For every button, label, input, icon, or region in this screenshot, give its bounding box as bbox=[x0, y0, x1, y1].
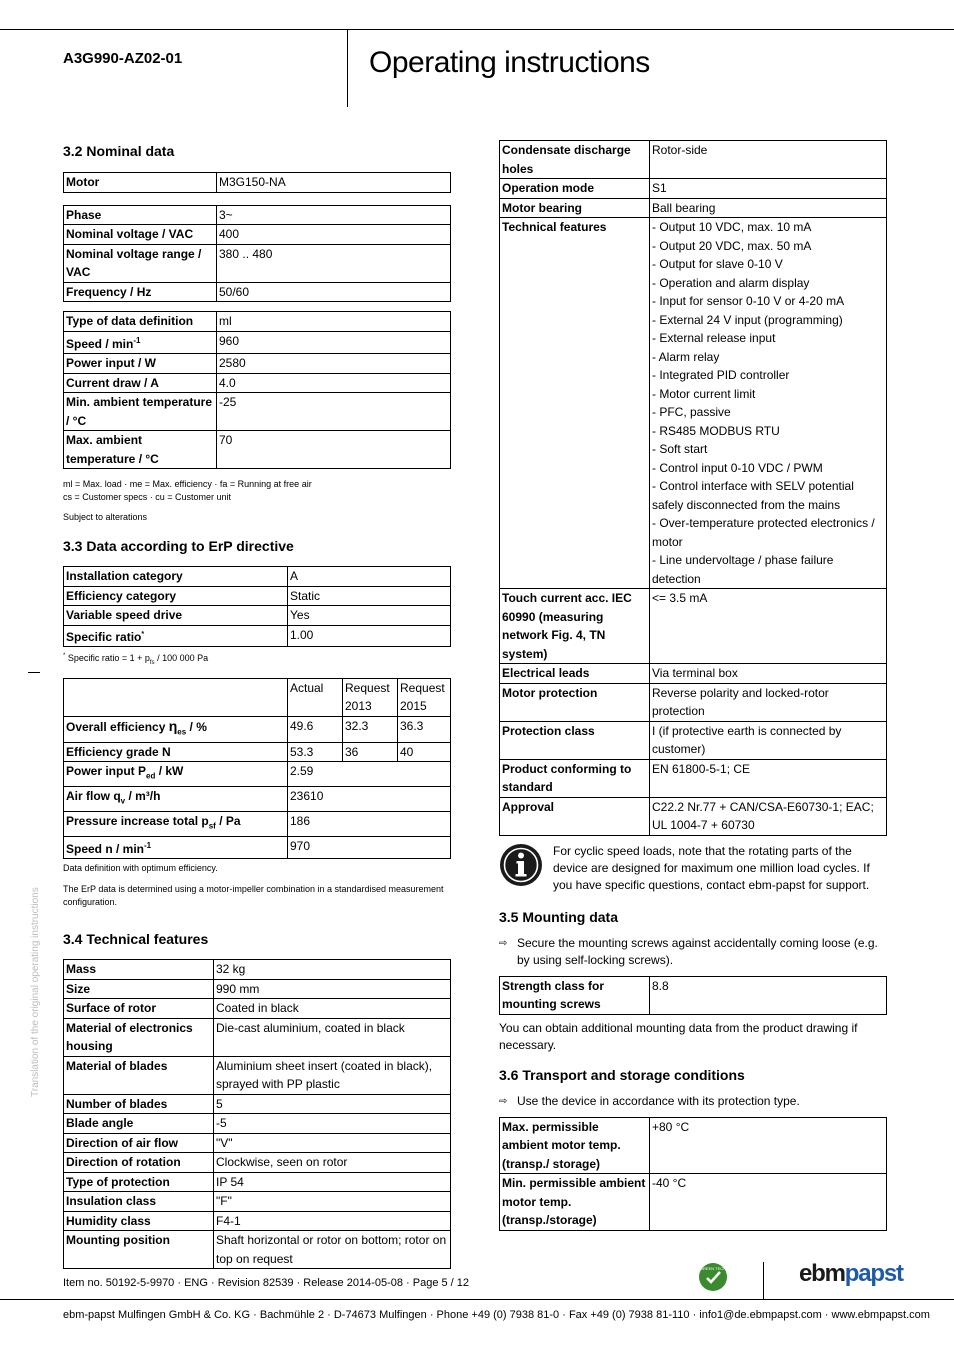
technical-table bbox=[63, 959, 451, 1269]
subject-note: Subject to alterations bbox=[63, 512, 148, 522]
table-row bbox=[500, 1174, 887, 1231]
list-item: - RS485 MODBUS RTU bbox=[652, 423, 780, 438]
row-label: Max. permissible ambient motor temp. (transp./ storage) bbox=[500, 1117, 650, 1174]
row-value: 1.00 bbox=[288, 625, 451, 647]
row-label: Operation mode bbox=[500, 179, 650, 199]
table-row bbox=[64, 312, 451, 332]
table-row bbox=[500, 759, 887, 797]
row-value: M3G150-NA bbox=[217, 173, 451, 193]
col-request-2013: Request 2013 bbox=[343, 678, 398, 716]
row-value: -40 °C bbox=[650, 1174, 887, 1231]
row-label: Current draw / A bbox=[64, 373, 217, 393]
section-heading-3-5: 3.5 Mounting data bbox=[499, 908, 618, 925]
table-row bbox=[64, 354, 451, 374]
table-row bbox=[500, 179, 887, 199]
legend-line-1: ml = Max. load · me = Max. efficiency · fa = Running at free air bbox=[63, 479, 312, 489]
row-label: Approval bbox=[500, 797, 650, 835]
table-row bbox=[64, 1192, 451, 1212]
row-label: Type of protection bbox=[64, 1172, 214, 1192]
row-label: Surface of rotor bbox=[64, 999, 214, 1019]
footer-address: ebm-papst Mulfingen GmbH & Co. KG · Bachmühle 2 · D-74673 Mulfingen · Phone +49 (0) 7938 81-0 · Fax +49 (0) 7938 81-110 · info1@de.ebmpapst.com · www.ebmpapst.com bbox=[63, 1309, 930, 1321]
table-row bbox=[500, 1117, 887, 1174]
erp-note-1: Data definition with optimum efficiency. bbox=[63, 863, 218, 874]
row-label: Specific ratio* bbox=[64, 625, 288, 647]
transport-bullet: ⇨ Use the device in accordance with its protection type. bbox=[499, 1093, 800, 1108]
table-row bbox=[64, 1133, 451, 1153]
row-label: Variable speed drive bbox=[64, 606, 288, 626]
row-label: Motor bbox=[64, 173, 217, 193]
list-item: - Input for sensor 0-10 V or 4-20 mA bbox=[652, 294, 845, 308]
info-box bbox=[499, 843, 887, 894]
row-label: Protection class bbox=[500, 721, 650, 759]
green-tech-label: GREEN TECH bbox=[699, 1266, 727, 1271]
row-label: Power input / W bbox=[64, 354, 217, 374]
specific-ratio-footnote: * Specific ratio = $1 + p_{fs} / 100$ 000 Pa bbox=[63, 653, 209, 666]
table-row bbox=[500, 198, 887, 218]
motor-table bbox=[63, 172, 451, 193]
row-value: Shaft horizontal or rotor on bottom; rotor on top on request bbox=[214, 1231, 451, 1269]
row-value: 2580 bbox=[217, 354, 451, 374]
table-row bbox=[64, 1094, 451, 1114]
row-label: Frequency / Hz bbox=[64, 282, 217, 302]
transport-table bbox=[499, 1117, 887, 1231]
row-value: -25 bbox=[217, 393, 451, 431]
row-label: Nominal voltage / VAC bbox=[64, 225, 217, 245]
list-item: - External 24 V input (programming) bbox=[652, 312, 843, 327]
row-value: 5 bbox=[214, 1094, 451, 1114]
row-value: Coated in black bbox=[214, 999, 451, 1019]
row-label: Motor protection bbox=[500, 683, 650, 721]
table-row: Overall efficiency $\eta_{es}$ / % 49.6 32.3 36.3 bbox=[64, 716, 451, 742]
table-row bbox=[64, 1231, 451, 1269]
table-row bbox=[64, 373, 451, 393]
list-item: - Integrated PID controller bbox=[652, 368, 790, 382]
features-table bbox=[499, 140, 887, 836]
model-number: A3G990-AZ02-01 bbox=[63, 50, 183, 67]
mounting-bullet: ⇨ Secure the mounting screws against accidentally coming loose (e.g. by using self-locking screws). bbox=[499, 935, 878, 967]
row-value: 3~ bbox=[217, 205, 451, 225]
table-row bbox=[64, 567, 451, 587]
table-row bbox=[64, 282, 451, 302]
table-row bbox=[64, 999, 451, 1019]
row-value: "F" bbox=[214, 1192, 451, 1212]
legend-line-2: cs = Customer specs · cu = Customer unit bbox=[63, 492, 232, 502]
table-row bbox=[500, 141, 887, 179]
info-text: For cyclic speed loads, note that the rotating parts of the device are designed for maximum one million load cycles. If you have specific questions, contact ebm-papst for support. bbox=[553, 843, 870, 892]
row-value: EN 61800-5-1; CE bbox=[650, 759, 887, 797]
left-column bbox=[63, 143, 451, 1269]
table-row bbox=[500, 721, 887, 759]
footer-rule bbox=[0, 1299, 954, 1300]
arrow-icon: ⇨ bbox=[499, 1095, 508, 1107]
row-value: C22.2 Nr.77 + CAN/CSA-E60730-1; EAC; UL 1004-7 + 60730 bbox=[650, 797, 887, 835]
row-label: Humidity class bbox=[64, 1211, 214, 1231]
table-row bbox=[500, 589, 887, 664]
list-item: - Line undervoltage / phase failure detection bbox=[652, 553, 834, 586]
row-label: Condensate discharge holes bbox=[500, 141, 650, 179]
table-row bbox=[64, 173, 451, 193]
row-label: Insulation class bbox=[64, 1192, 214, 1212]
table-row bbox=[64, 244, 451, 282]
mounting-text: You can obtain additional mounting data from the product drawing if necessary. bbox=[499, 1020, 858, 1052]
table-row: Speed n / $\min^{-1}$ 970 bbox=[64, 836, 451, 859]
row-label: Max. ambient temperature / °C bbox=[64, 431, 217, 469]
table-row bbox=[500, 218, 887, 589]
row-label: Overall efficiency $\eta_{es}$ / % bbox=[64, 716, 288, 742]
list-item: - Output for slave 0-10 V bbox=[652, 257, 783, 271]
row-label: Direction of rotation bbox=[64, 1153, 214, 1173]
row-value: 990 mm bbox=[214, 979, 451, 999]
list-item: - Control interface with SELV potential safely disconnected from the mains bbox=[652, 479, 854, 512]
table-row bbox=[64, 1018, 451, 1056]
row-value: +80 °C bbox=[650, 1117, 887, 1174]
table-row bbox=[64, 1056, 451, 1094]
header-rule bbox=[0, 29, 954, 30]
row-value: 8.8 bbox=[650, 976, 887, 1014]
table-row: Air flow $q_v / m^3/h$ 23610 bbox=[64, 787, 451, 812]
section-heading-3-6: 3.6 Transport and storage conditions bbox=[499, 1066, 745, 1083]
list-item: - Over-temperature protected electronics / motor bbox=[652, 516, 875, 549]
row-value: 70 bbox=[217, 431, 451, 469]
table-row bbox=[500, 664, 887, 684]
row-value: Ball bearing bbox=[650, 198, 887, 218]
electrical-table bbox=[63, 205, 451, 303]
row-label: Efficiency category bbox=[64, 586, 288, 606]
mounting-table bbox=[499, 976, 887, 1015]
row-value: A bbox=[288, 567, 451, 587]
col-request-2015: Request 2015 bbox=[398, 678, 451, 716]
row-value bbox=[650, 218, 887, 589]
list-item: - Output 10 VDC, max. 10 mA bbox=[652, 220, 812, 234]
table-row: Power input $P_{ed}$ / kW 2.59 bbox=[64, 762, 451, 787]
row-label: Size bbox=[64, 979, 214, 999]
row-value: Via terminal box bbox=[650, 664, 887, 684]
table-row bbox=[500, 797, 887, 835]
document-title: Operating instructions bbox=[369, 46, 650, 79]
section-heading-3-3: 3.3 Data according to ErP directive bbox=[63, 538, 294, 554]
row-value: 50/60 bbox=[217, 282, 451, 302]
row-label: Min. ambient temperature / °C bbox=[64, 393, 217, 431]
row-label: Electrical leads bbox=[500, 664, 650, 684]
info-icon bbox=[499, 843, 543, 887]
row-value: S1 bbox=[650, 179, 887, 199]
row-value: Aluminium sheet insert (coated in black), sprayed with PP plastic bbox=[214, 1056, 451, 1094]
table-row bbox=[64, 225, 451, 245]
col-actual: Actual bbox=[288, 678, 343, 716]
row-value: Yes bbox=[288, 606, 451, 626]
table-row bbox=[64, 606, 451, 626]
erp-table bbox=[63, 566, 451, 647]
row-label: Number of blades bbox=[64, 1094, 214, 1114]
table-row bbox=[64, 1211, 451, 1231]
table-row bbox=[64, 1172, 451, 1192]
table-row: Efficiency grade N 53.3 36 40 bbox=[64, 742, 451, 762]
row-label: Phase bbox=[64, 205, 217, 225]
table-row bbox=[64, 1153, 451, 1173]
row-value: Die-cast aluminium, coated in black bbox=[214, 1018, 451, 1056]
logo-divider bbox=[763, 1262, 764, 1300]
row-label: Strength class for mounting screws bbox=[500, 976, 650, 1014]
arrow-icon: ⇨ bbox=[499, 937, 508, 949]
row-value: Reverse polarity and locked-rotor protection bbox=[650, 683, 887, 721]
row-label: Blade angle bbox=[64, 1114, 214, 1134]
row-value: "V" bbox=[214, 1133, 451, 1153]
right-column bbox=[499, 140, 887, 1231]
row-value: 4.0 bbox=[217, 373, 451, 393]
row-label: Mass bbox=[64, 960, 214, 980]
list-item: - External release input bbox=[652, 331, 776, 345]
row-label: Direction of air flow bbox=[64, 1133, 214, 1153]
row-value: 32 kg bbox=[214, 960, 451, 980]
row-label: Speed / $\min^{-1}$ bbox=[64, 331, 217, 354]
row-value: 380 .. 480 bbox=[217, 244, 451, 282]
erp-note-2: The ErP data is determined using a motor-impeller combination in a standardised measurement configuration. bbox=[63, 884, 444, 908]
table-row bbox=[64, 586, 451, 606]
row-label: Material of blades bbox=[64, 1056, 214, 1094]
row-value: IP 54 bbox=[214, 1172, 451, 1192]
margin-dash bbox=[28, 672, 40, 673]
row-label: Material of electronics housing bbox=[64, 1018, 214, 1056]
footer-item-line: Item no. 50192-5-9970 · ENG · Revision 82539 · Release 2014-05-08 · Page 5 / 12 bbox=[63, 1277, 470, 1289]
row-value: 400 bbox=[217, 225, 451, 245]
row-value: <= 3.5 mA bbox=[650, 589, 887, 664]
list-item: - Soft start bbox=[652, 442, 708, 456]
section-heading-3-4: 3.4 Technical features bbox=[63, 931, 209, 948]
row-label: Technical features bbox=[500, 218, 650, 589]
table-row bbox=[64, 960, 451, 980]
row-label: Motor bearing bbox=[500, 198, 650, 218]
table-row bbox=[500, 683, 887, 721]
table-header-row bbox=[64, 678, 451, 716]
row-label: Touch current acc. IEC 60990 (measuring network Fig. 4, TN system) bbox=[500, 589, 650, 664]
row-label: Installation category bbox=[64, 567, 288, 587]
list-item: - Operation and alarm display bbox=[652, 275, 810, 290]
list-item: - Control input 0-10 VDC / PWM bbox=[652, 460, 823, 475]
efficiency-table bbox=[63, 678, 451, 860]
table-row bbox=[64, 979, 451, 999]
row-label: Type of data definition bbox=[64, 312, 217, 332]
list-item: - Output 20 VDC, max. 50 mA bbox=[652, 238, 812, 253]
ebmpapst-logo: ebmpapst bbox=[799, 1260, 903, 1287]
row-label: Product conforming to standard bbox=[500, 759, 650, 797]
table-row bbox=[64, 1114, 451, 1134]
table-row bbox=[64, 625, 451, 647]
table-row bbox=[64, 205, 451, 225]
row-value: Rotor-side bbox=[650, 141, 887, 179]
row-value: Clockwise, seen on rotor bbox=[214, 1153, 451, 1173]
row-value: F4-1 bbox=[214, 1211, 451, 1231]
table-row bbox=[64, 393, 451, 431]
list-item: - Alarm relay bbox=[652, 349, 720, 364]
row-label: Min. permissible ambient motor temp. (transp./storage) bbox=[500, 1174, 650, 1231]
operating-table bbox=[63, 311, 451, 469]
header-divider bbox=[347, 29, 348, 107]
table-row: Pressure increase total $p_{sf}$ / Pa 186 bbox=[64, 811, 451, 836]
sidebar-text: Translation of the original operating instructions bbox=[30, 887, 41, 1097]
row-value: I (if protective earth is connected by customer) bbox=[650, 721, 887, 759]
list-item: - PFC, passive bbox=[652, 405, 731, 419]
green-tech-icon bbox=[698, 1262, 728, 1292]
row-value: Static bbox=[288, 586, 451, 606]
list-item: - Motor current limit bbox=[652, 386, 756, 401]
row-label: Nominal voltage range / VAC bbox=[64, 244, 217, 282]
row-value: -5 bbox=[214, 1114, 451, 1134]
table-row bbox=[500, 976, 887, 1014]
row-value: 960 bbox=[217, 331, 451, 354]
section-heading-3-2: 3.2 Nominal data bbox=[63, 143, 175, 159]
row-label: Mounting position bbox=[64, 1231, 214, 1269]
table-row bbox=[64, 331, 451, 354]
row-value: ml bbox=[217, 312, 451, 332]
table-row bbox=[64, 431, 451, 469]
